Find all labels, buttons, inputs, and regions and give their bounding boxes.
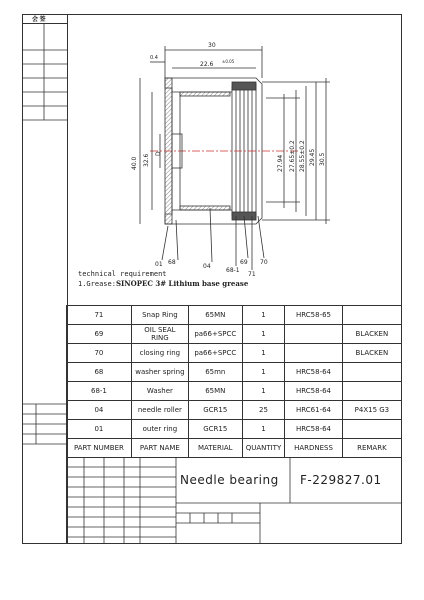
bom-cell: HRC58-65: [285, 306, 343, 325]
side-stamp-text: 会 签: [32, 17, 46, 23]
bom-cell: Washer: [131, 382, 188, 401]
balloon-69: 69: [240, 259, 248, 266]
bom-header-cell: PART NAME: [131, 439, 188, 458]
dim-center-d: D: [155, 151, 162, 156]
bom-cell: 1: [242, 344, 285, 363]
balloon-68: 68: [168, 259, 176, 266]
bom-cell: outer ring: [131, 420, 188, 439]
bom-cell: 65MN: [188, 382, 242, 401]
bom-cell: 69: [67, 325, 132, 344]
dim-inner-width: 22.6: [200, 61, 214, 68]
bom-cell: 1: [242, 382, 285, 401]
bom-cell: P4X15 G3: [342, 401, 401, 420]
bom-cell: 1: [242, 363, 285, 382]
bom-cell: HRC58-64: [285, 420, 343, 439]
bom-cell: pa66+SPCC: [188, 344, 242, 363]
dim-chamfer: 0.4: [150, 55, 158, 61]
bom-cell: washer spring: [131, 363, 188, 382]
bom-header-cell: REMARK: [342, 439, 401, 458]
bom-cell: OIL SEAL RING: [131, 325, 188, 344]
balloon-01: 01: [155, 261, 163, 268]
bom-cell: pa66+SPCC: [188, 325, 242, 344]
bom-cell: HRC58-64: [285, 363, 343, 382]
bom-cell: 68-1: [67, 382, 132, 401]
dim-r1: 27.94: [277, 154, 284, 172]
bom-cell: 1: [242, 325, 285, 344]
bom-cell: 1: [242, 420, 285, 439]
bom-header-cell: MATERIAL: [188, 439, 242, 458]
bom-cell: 70: [67, 344, 132, 363]
bom-cell: HRC58-64: [285, 382, 343, 401]
bom-cell: 01: [67, 420, 132, 439]
bom-header-cell: QUANTITY: [242, 439, 285, 458]
requirements-line1-grease: SINOPEC 3# Lithium base grease: [115, 279, 249, 288]
dim-r5: 30.5: [319, 152, 326, 166]
bom-cell: GCR15: [188, 401, 242, 420]
dim-r2: 27.65±0.2: [289, 140, 296, 172]
bom-header-cell: PART NUMBER: [67, 439, 132, 458]
balloon-04: 04: [203, 263, 211, 270]
bom-cell: 71: [67, 306, 132, 325]
dim-r4: 29.45: [309, 148, 316, 166]
balloon-70: 70: [260, 259, 268, 266]
bom-cell: 68: [67, 363, 132, 382]
dim-bore-dia: 32.6: [143, 153, 150, 167]
bom-cell: HRC61-64: [285, 401, 343, 420]
bom-header-cell: HARDNESS: [285, 439, 343, 458]
bom-cell: 65MN: [188, 306, 242, 325]
bom-cell: BLACKEN: [342, 344, 401, 363]
bom-cell: BLACKEN: [342, 325, 401, 344]
dim-overall-width: 30: [208, 42, 216, 49]
balloon-68-1: 68-1: [226, 267, 240, 274]
bom-cell: Snap Ring: [131, 306, 188, 325]
bom-cell: 1: [242, 306, 285, 325]
bom-cell: 65mn: [188, 363, 242, 382]
dim-inner-width-tol: ±0.05: [222, 59, 235, 64]
bom-cell: 25: [242, 401, 285, 420]
balloon-71: 71: [248, 271, 256, 278]
title-part-name: Needle bearing: [180, 473, 279, 487]
bom-cell: 04: [67, 401, 132, 420]
dim-r3: 28.55±0.2: [299, 140, 306, 172]
requirements-line1-prefix: 1.Grease:: [78, 280, 116, 288]
requirements-heading: technical requirement: [78, 270, 167, 278]
bom-cell: needle roller: [131, 401, 188, 420]
dim-outer-dia: 40.0: [131, 156, 138, 170]
title-drawing-number: F-229827.01: [300, 473, 382, 487]
bom-cell: GCR15: [188, 420, 242, 439]
bom-cell: closing ring: [131, 344, 188, 363]
